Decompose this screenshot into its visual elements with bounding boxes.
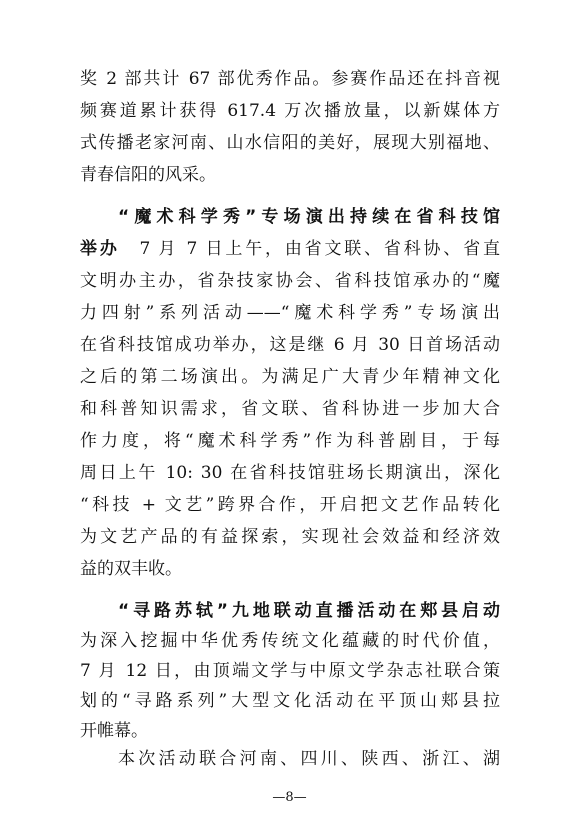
paragraph-line: 作力度，将“魔术科学秀”作为科普剧目，于每 xyxy=(80,431,500,451)
section-heading-magic-science: “魔术科学秀”专场演出持续在省科技馆 xyxy=(118,207,500,227)
paragraph-line: 划的“寻路系列”大型文化活动在平顶山郏县拉 xyxy=(80,691,500,711)
paragraph-line: 周日上午 10: 30 在省科技馆驻场长期演出，深化 xyxy=(80,463,500,483)
paragraph-line: 7 月 12 日，由顶端文学与中原文学杂志社联合策 xyxy=(80,661,500,681)
paragraph-line: 之后的第二场演出。为满足广大青少年精神文化 xyxy=(80,367,500,387)
paragraph-line: 在省科技馆成功举办，这是继 6 月 30 日首场活动 xyxy=(80,335,500,355)
paragraph-line: 频赛道累计获得 617.4 万次播放量，以新媒体方 xyxy=(80,101,500,121)
paragraph-line: 本次活动联合河南、四川、陕西、浙江、湖 xyxy=(118,749,500,769)
paragraph-line: “科技 + 文艺”跨界合作，开启把文艺作品转化 xyxy=(80,495,500,515)
heading-continuation: 举办 xyxy=(80,239,120,259)
paragraph-line-with-heading xyxy=(80,238,500,260)
paragraph-line: 开帷幕。 xyxy=(80,721,148,741)
paragraph-text: 7 月 7 日上午，由省文联、省科协、省直 xyxy=(119,239,501,259)
page-number: —8— xyxy=(272,790,307,805)
paragraph-line: 文明办主办，省杂技家协会、省科技馆承办的“魔 xyxy=(80,271,500,291)
paragraph-line: 益的双丰收。 xyxy=(80,559,182,579)
paragraph-line: 和科普知识需求，省文联、省科协进一步加大合 xyxy=(80,399,500,419)
paragraph-line: 为文艺产品的有益探索，实现社会效益和经济效 xyxy=(80,527,500,547)
section-heading-su-shi: “寻路苏轼”九地联动直播活动在郏县启动 xyxy=(118,601,500,621)
paragraph-line: 为深入挖掘中华优秀传统文化蕴藏的时代价值， xyxy=(80,631,500,651)
paragraph-line: 奖 2 部共计 67 部优秀作品。参赛作品还在抖音视 xyxy=(80,69,500,89)
paragraph-line: 式传播老家河南、山水信阳的美好，展现大别福地、 xyxy=(80,133,500,153)
paragraph-line: 青春信阳的风采。 xyxy=(80,165,216,185)
paragraph-line: 力四射”系列活动——“魔术科学秀”专场演出 xyxy=(80,303,500,323)
